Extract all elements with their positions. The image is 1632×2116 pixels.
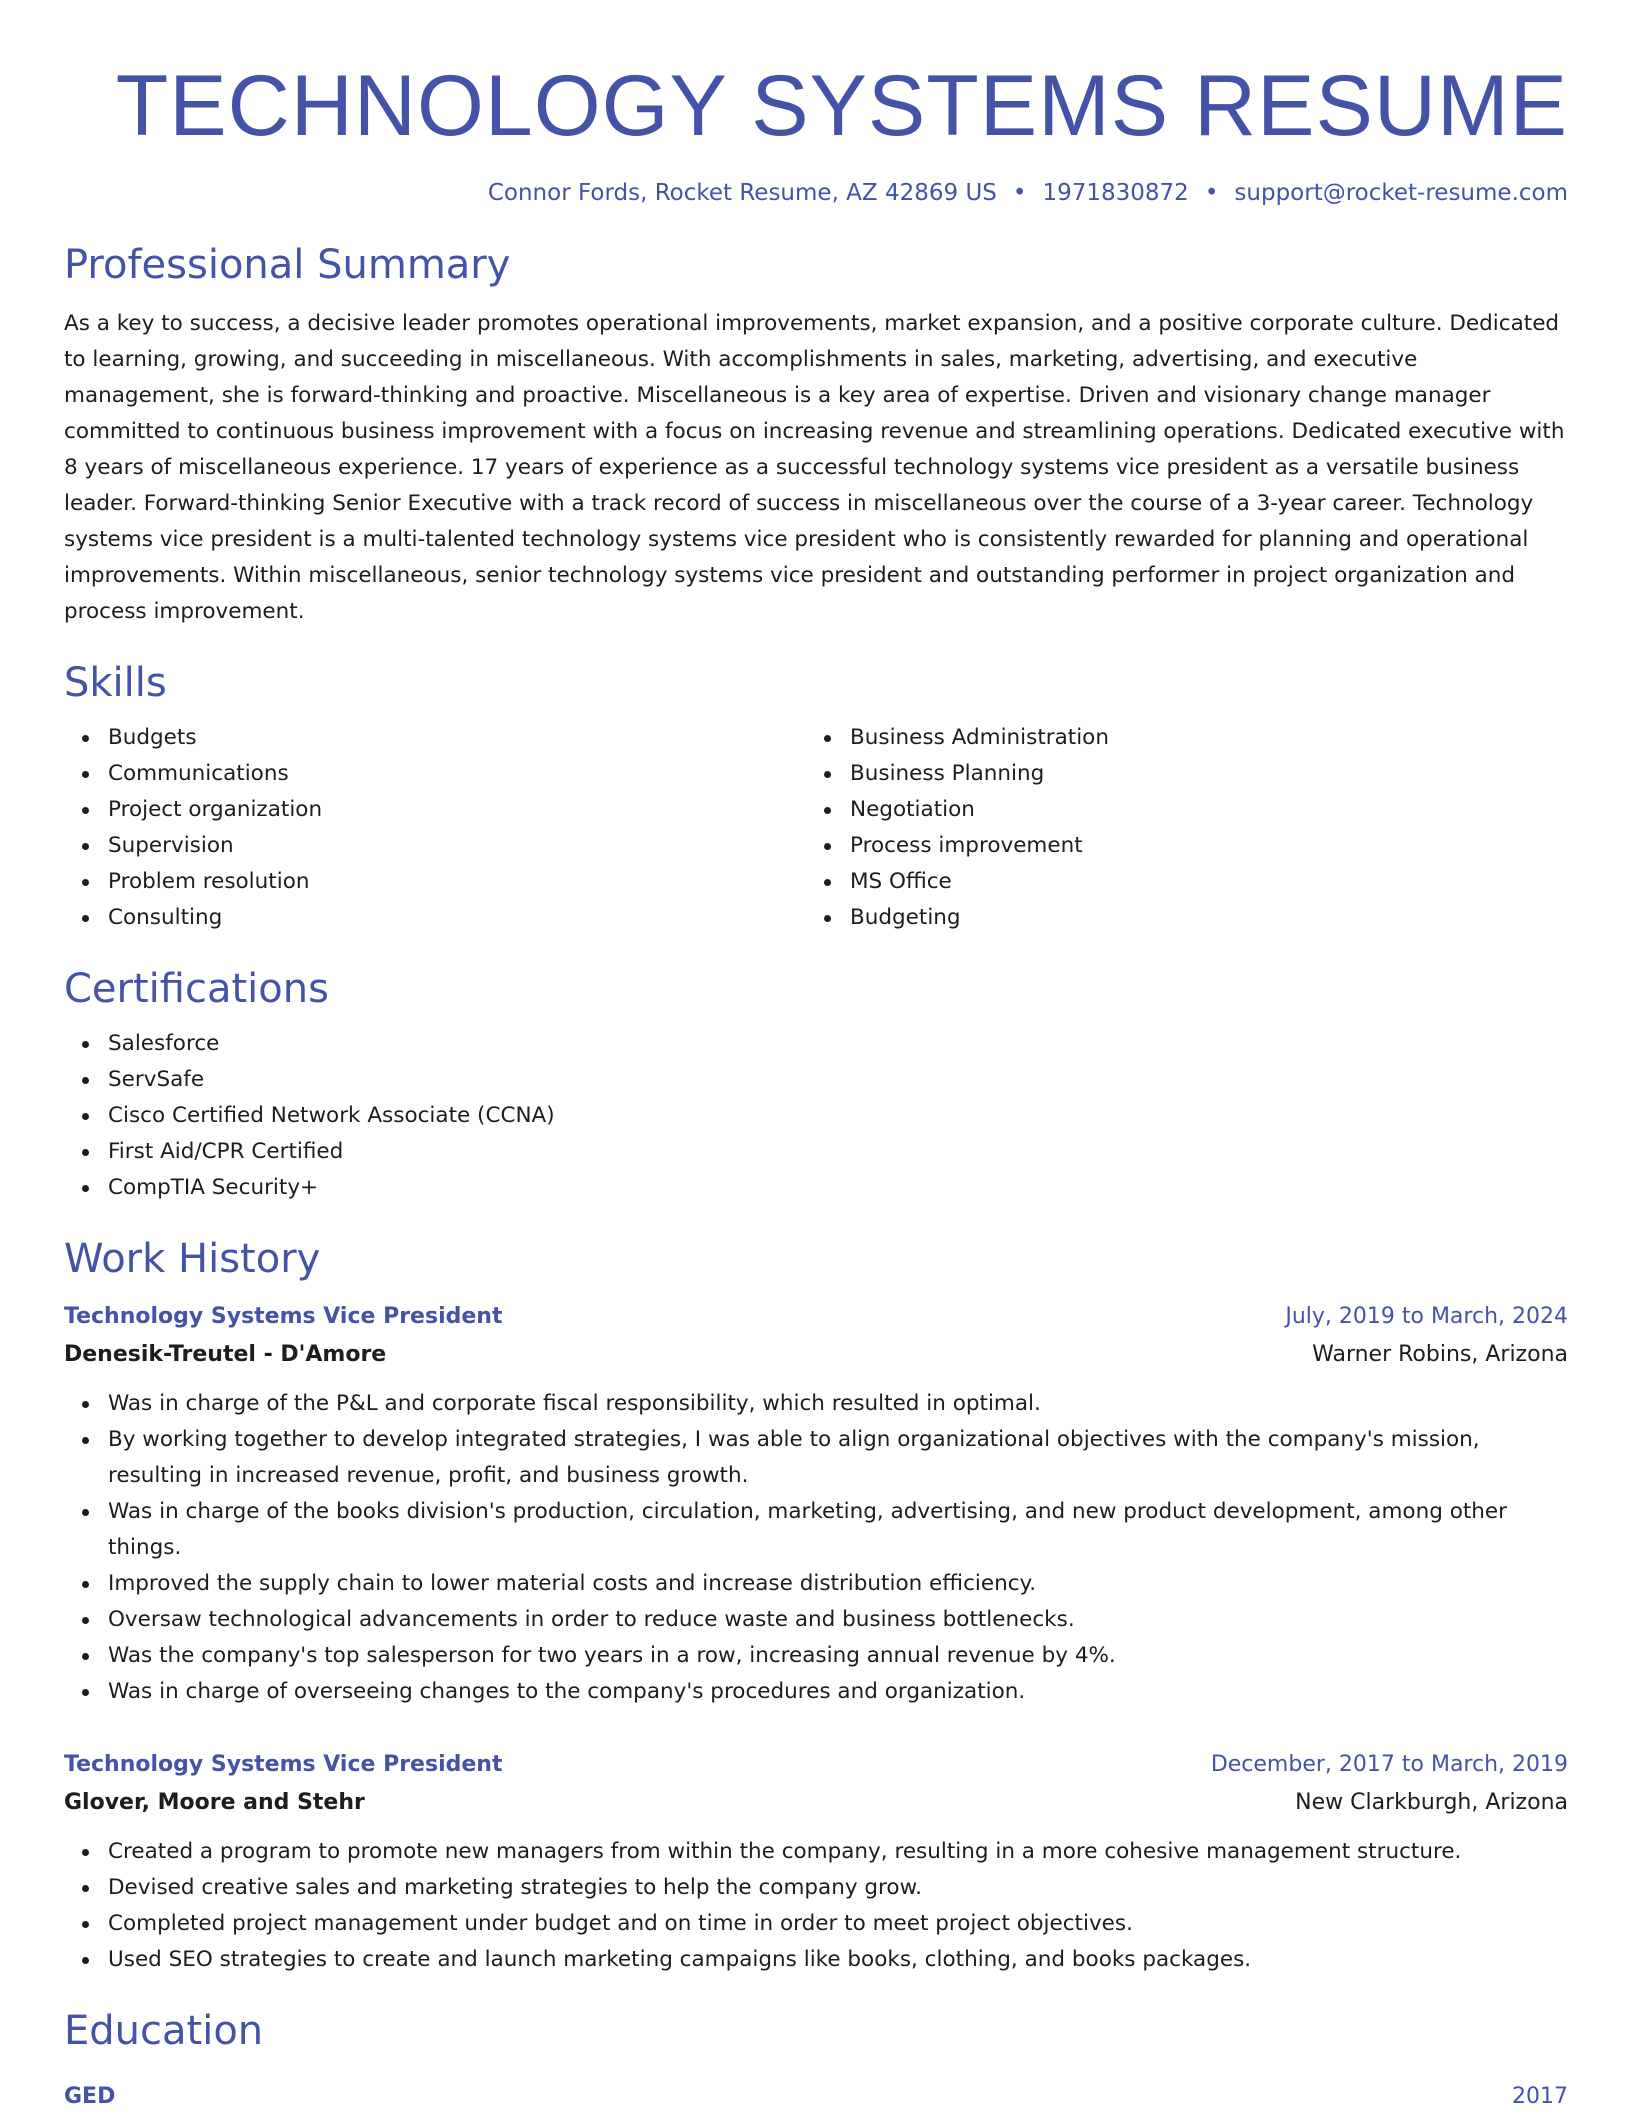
skills-list-right [806, 720, 1548, 936]
job-bullet: Improved the supply chain to lower material costs and increase distribution efficiency. [108, 1566, 1568, 1602]
job-location: Warner Robins, Arizona [1312, 1342, 1568, 1367]
job-bullets [64, 1386, 1568, 1710]
skills-list-left [64, 720, 806, 936]
job-header-row [64, 1298, 1568, 1336]
job-bullet: By working together to develop integrated strategies, I was able to align organizational objectives with the company's mission, resulting in increased revenue, profit, and business growth. [108, 1422, 1568, 1494]
job-location: New Clarkburgh, Arizona [1295, 1790, 1568, 1815]
job-bullet: Oversaw technological advancements in order to reduce waste and business bottlenecks. [108, 1602, 1568, 1638]
skill-item: MS Office [850, 864, 1548, 900]
section-title-summary: Professional Summary [64, 242, 511, 288]
job-bullets [64, 1834, 1568, 1978]
skills-section [64, 658, 1568, 936]
contact-separator: • [1012, 180, 1027, 206]
contact-line [64, 178, 1568, 208]
job-company: Glover, Moore and Stehr [64, 1790, 365, 1815]
job-bullet: Was in charge of the P&L and corporate fiscal responsibility, which resulted in optimal. [108, 1386, 1568, 1422]
job-dates: December, 2017 to March, 2019 [1210, 1752, 1568, 1777]
contact-email[interactable]: support@rocket-resume.com [1234, 180, 1568, 206]
contact-phone[interactable]: 1971830872 [1042, 180, 1189, 206]
skill-item: Process improvement [850, 828, 1548, 864]
professional-summary-section [64, 240, 1568, 630]
skill-item: Budgets [108, 720, 806, 756]
education-degree: GED [64, 2084, 116, 2109]
job-bullet: Devised creative sales and marketing strategies to help the company grow. [108, 1870, 1568, 1906]
contact-separator: • [1204, 180, 1219, 206]
job-bullet: Completed project management under budget and on time in order to meet project objectives. [108, 1906, 1568, 1942]
job-bullet: Used SEO strategies to create and launch marketing campaigns like books, clothing, and books packages. [108, 1942, 1568, 1978]
job-company-row [64, 1784, 1568, 1822]
section-title-work-history: Work History [64, 1236, 321, 1282]
section-title-skills: Skills [64, 660, 167, 706]
contact-address: Connor Fords, Rocket Resume, AZ 42869 US [487, 180, 997, 206]
skill-item: Supervision [108, 828, 806, 864]
education-row [64, 2078, 1568, 2116]
skill-item: Business Planning [850, 756, 1548, 792]
job-bullet: Created a program to promote new managers from within the company, resulting in a more cohesive management structure. [108, 1834, 1568, 1870]
summary-text: As a key to success, a decisive leader promotes operational improvements, market expansion, and a positive corporate culture. Dedicated to learning, growing, and succeeding in miscellaneous. With accomplishments in sales, marketing, advertising, and executive management, she is forward-thinking and proactive. Miscellaneous is a key area of expertise. Driven and visionary change manager committed to continuous business improvement with a focus on increasing revenue and streamlining operations. Dedicated executive with 8 years of miscellaneous experience. 17 years of experience as a successful technology systems vice president as a versatile business leader. Forward-thinking Senior Executive with a track record of success in miscellaneous over the course of a 3-year career. Technology systems vice president is a multi-talented technology systems vice president who is consistently rewarded for planning and operational improvements. Within miscellaneous, senior technology systems vice president and outstanding performer in project organization and process improvement. [64, 311, 1565, 624]
skill-item: Consulting [108, 900, 806, 936]
skill-item: Communications [108, 756, 806, 792]
job-title: Technology Systems Vice President [64, 1304, 503, 1329]
skills-column-left [64, 720, 806, 936]
certifications-list [64, 1026, 1568, 1206]
certification-item: CompTIA Security+ [108, 1170, 1568, 1206]
skills-column-right [806, 720, 1548, 936]
certification-item: Cisco Certified Network Associate (CCNA) [108, 1098, 1568, 1134]
work-history-section [64, 1234, 1568, 1978]
job-dates: July, 2019 to March, 2024 [1285, 1304, 1568, 1329]
section-title-education: Education [64, 2008, 264, 2054]
resume-header [64, 56, 1568, 208]
job-company-row [64, 1336, 1568, 1374]
job-title: Technology Systems Vice President [64, 1752, 503, 1777]
job-entry [64, 1746, 1568, 1978]
certification-item: First Aid/CPR Certified [108, 1134, 1568, 1170]
skill-item: Negotiation [850, 792, 1548, 828]
job-bullet: Was in charge of the books division's production, circulation, marketing, advertising, and new product development, among other things. [108, 1494, 1568, 1566]
education-year: 2017 [1512, 2084, 1568, 2109]
skill-item: Budgeting [850, 900, 1548, 936]
certifications-section [64, 964, 1568, 1206]
job-entry [64, 1298, 1568, 1710]
certification-item: Salesforce [108, 1026, 1568, 1062]
skill-item: Problem resolution [108, 864, 806, 900]
job-bullet: Was in charge of overseeing changes to the company's procedures and organization. [108, 1674, 1568, 1710]
resume-title: TECHNOLOGY SYSTEMS RESUME [115, 58, 1568, 154]
education-section [64, 2006, 1568, 2116]
section-title-certifications: Certifications [64, 966, 329, 1012]
skill-item: Business Administration [850, 720, 1548, 756]
job-bullet: Was the company's top salesperson for two years in a row, increasing annual revenue by 4%. [108, 1638, 1568, 1674]
job-company: Denesik-Treutel - D'Amore [64, 1342, 387, 1367]
job-header-row [64, 1746, 1568, 1784]
skills-columns [64, 720, 1568, 936]
skill-item: Project organization [108, 792, 806, 828]
certification-item: ServSafe [108, 1062, 1568, 1098]
